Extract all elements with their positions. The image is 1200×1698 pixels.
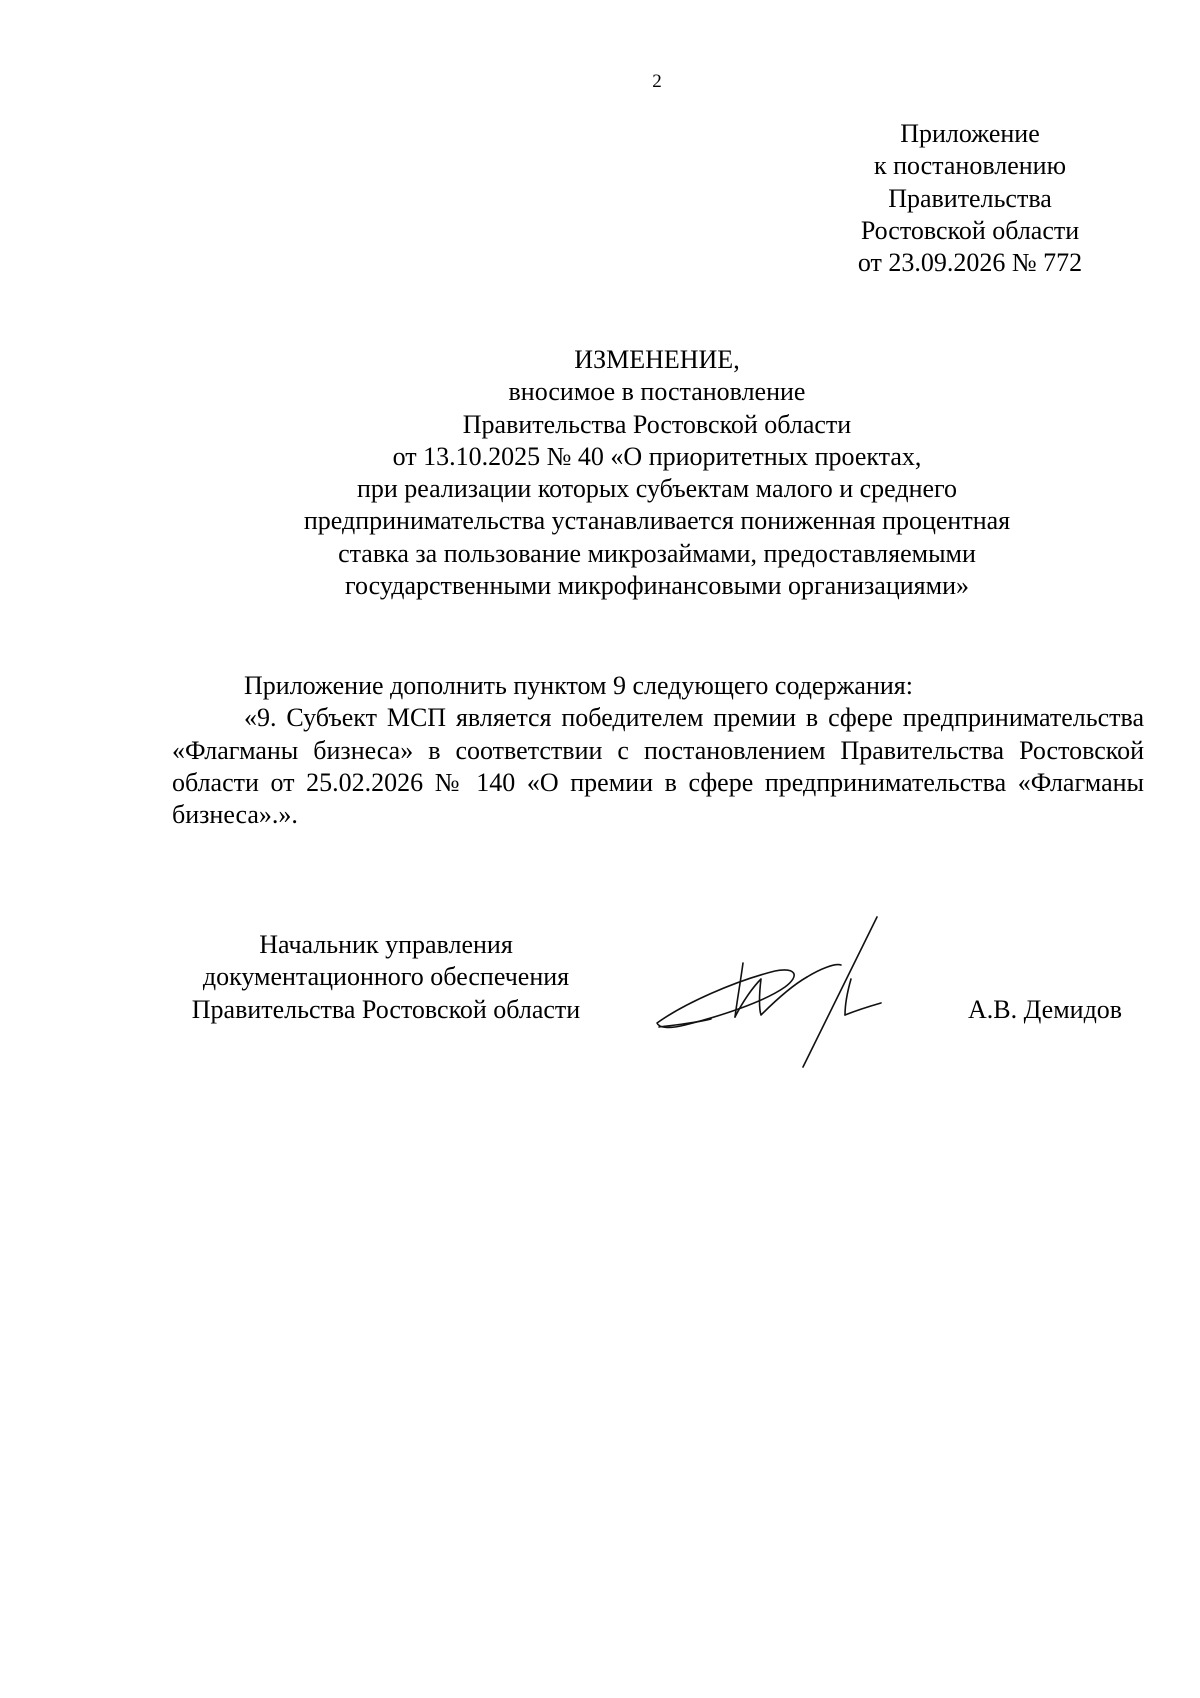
body-paragraph: «9. Субъект МСП является победителем премии в сфере предпринимательства «Флагманы бизнеса» в соответствии с постановлением Правительства Ростовской области от 25.02.2026 № 140 «О премии в сфере предпринимательства «Флагманы бизнеса».».	[172, 703, 1144, 830]
title-line: Правительства Ростовской области	[462, 409, 852, 439]
title-line: ставка за пользование микрозаймами, предоставляемыми	[338, 538, 976, 568]
signer-position-line: Начальник управления	[259, 930, 513, 959]
title-line: ИЗМЕНЕНИЕ,	[574, 345, 740, 374]
title-line: при реализации которых субъектам малого и среднего	[356, 474, 958, 504]
appendix-line: Приложение	[900, 119, 1040, 148]
title-line: государственными микрофинансовыми организациями»	[345, 571, 969, 601]
appendix-line: Ростовской области	[860, 215, 1080, 245]
signer-name: А.В. Демидов	[968, 995, 1123, 1024]
signer-position	[170, 929, 602, 1026]
title-line: вносимое в постановление	[508, 377, 806, 407]
page-number: 2	[652, 71, 662, 92]
document-title	[170, 344, 1144, 602]
title-line: предпринимательства устанавливается пониженная процентная	[303, 506, 1011, 536]
appendix-reference	[820, 118, 1120, 279]
signer-position-line: Правительства Ростовской области	[191, 994, 581, 1024]
body-paragraph: Приложение дополнить пунктом 9 следующего содержания:	[244, 671, 913, 700]
appendix-line: к постановлению	[873, 151, 1067, 181]
handwritten-signature	[645, 915, 940, 1075]
signer-position-line: документационного обеспечения	[202, 962, 570, 992]
title-line: от 13.10.2025 № 40 «О приоритетных проектах,	[392, 441, 922, 471]
document-body	[172, 670, 1144, 831]
appendix-line: Правительства	[888, 183, 1052, 213]
appendix-line: от 23.09.2026 № 772	[857, 248, 1083, 278]
